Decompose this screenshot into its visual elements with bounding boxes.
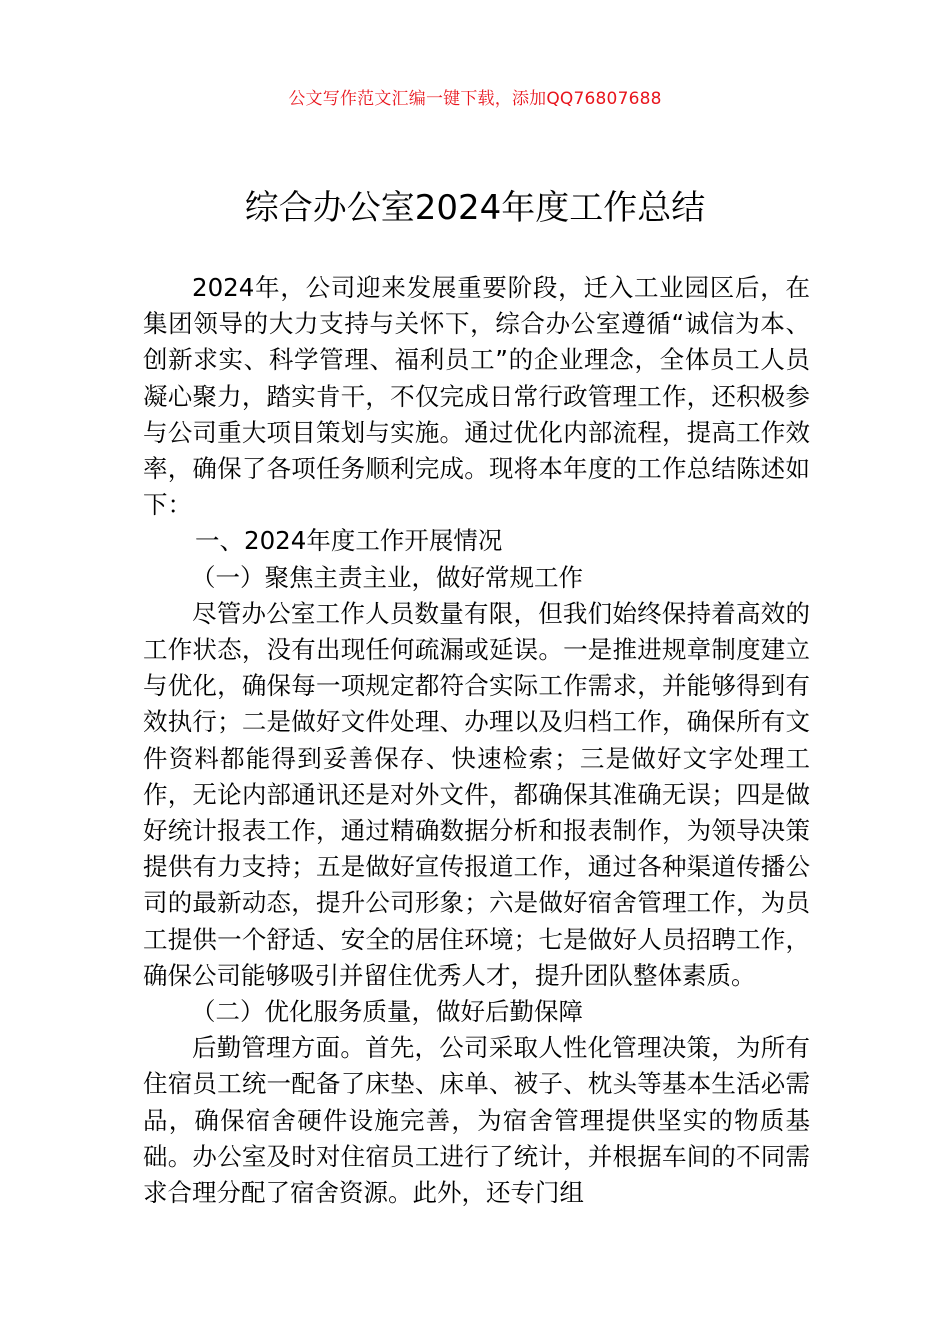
subsection-heading-2: （二）优化服务质量，做好后勤保障 <box>191 997 583 1027</box>
body-paragraph: 后勤管理方面。首先，公司采取人性化管理决策，为所有住宿员工统一配备了床垫、床单、被子、枕头等基本生活必需品，确保宿舍硬件设施完善，为宿舍管理提供坚实的物质基础。办公室及时对住宿员工进行了统计，并根据车间的不同需求合理分配了宿舍资源。此外，还专门组 <box>143 1033 810 1208</box>
intro-paragraph: 2024年，公司迎来发展重要阶段，迁入工业园区后，在集团领导的大力支持与关怀下，综合办公室遵循“诚信为本、创新求实、科学管理、福利员工”的企业理念，全体员工人员凝心聚力，踏实肯干，不仅完成日常行政管理工作，还积极参与公司重大项目策划与实施。通过优化内部流程，提高工作效率，确保了各项任务顺利完成。现将本年度的工作总结陈述如下： <box>143 273 810 520</box>
section-heading-1: 一、2024年度工作开展情况 <box>195 526 503 556</box>
subsection-heading-1: （一）聚焦主责主业，做好常规工作 <box>191 562 583 592</box>
document-body <box>143 270 810 1211</box>
body-paragraph: 尽管办公室工作人员数量有限，但我们始终保持着高效的工作状态，没有出现任何疏漏或延误。一是推进规章制度建立与优化，确保每一项规定都符合实际工作需求，并能够得到有效执行；二是做好文件处理、办理以及归档工作，确保所有文件资料都能得到妥善保存、快速检索；三是做好文字处理工作，无论内部通讯还是对外文件，都确保其准确无误；四是做好统计报表工作，通过精确数据分析和报表制作，为领导决策提供有力支持；五是做好宣传报道工作，通过各种渠道传播公司的最新动态，提升公司形象；六是做好宿舍管理工作，为员工提供一个舒适、安全的居住环境；七是做好人员招聘工作，确保公司能够吸引并留住优秀人才，提升团队整体素质。 <box>143 598 810 990</box>
document-title: 综合办公室2024年度工作总结 <box>244 188 706 228</box>
watermark-header: 公文写作范文汇编一键下载，添加QQ76807688 <box>288 89 662 109</box>
